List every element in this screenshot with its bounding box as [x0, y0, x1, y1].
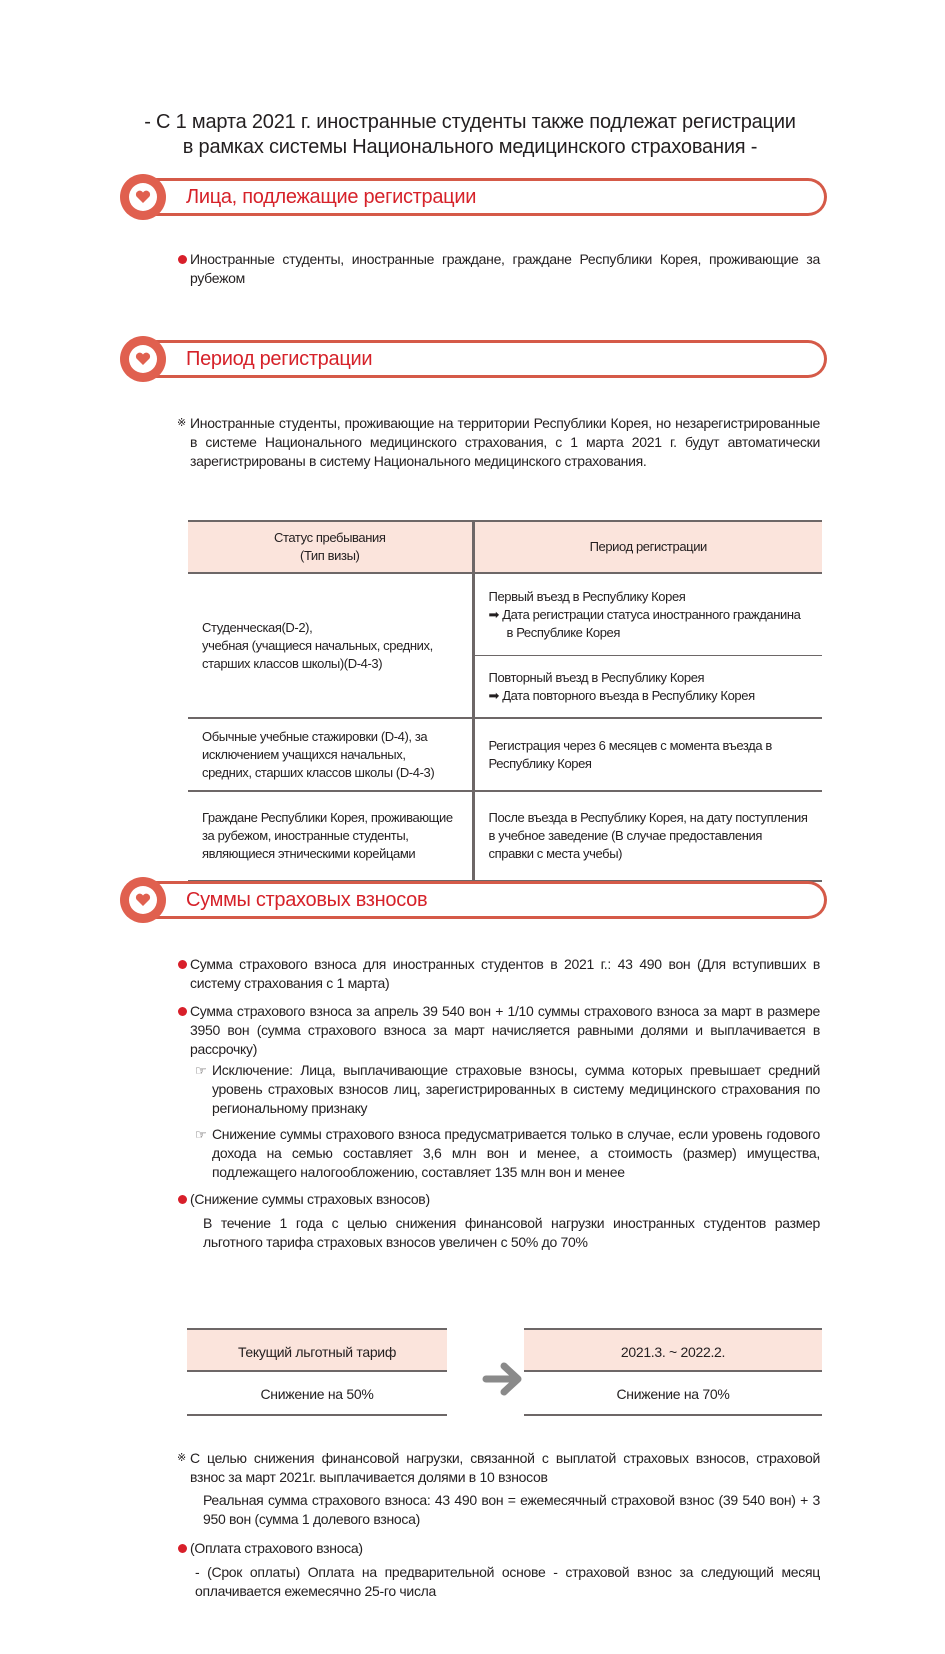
eligible-bullet: Иностранные студенты, иностранные граждане, граждане Республики Корея, проживающие за рубежом: [190, 250, 820, 288]
premium-bullet-3: (Снижение суммы страховых взносов): [190, 1190, 820, 1209]
section-banner-period: [120, 336, 827, 382]
premium-installment-detail: Реальная сумма страхового взноса: 43 490 вон = ежемесячный страховой взнос (39 540 вон) + 3 950 вон (сумма 1 долевого взноса): [203, 1492, 820, 1527]
premium-bullet-2: Сумма страхового взноса за апрель 39 540 вон + 1/10 суммы страхового взноса за март в размере 3950 вон (сумма страхового взноса за март начисляется равными долями и выплачивается в рассрочку): [190, 1002, 820, 1059]
section-title: Лица, подлежащие регистрации: [186, 186, 477, 208]
premium-reduction-condition: ☞ Снижение суммы страхового взноса предусматривается только в случае, если уровень годового дохода на семью составляет 3,6 млн вон и менее, а стоимость (размер) имущества, подлежащего налогообложению, составляет 135 млн вон и менее: [195, 1126, 820, 1180]
heart-speech-bubble-icon: [120, 877, 166, 923]
reference-mark-icon: ※: [177, 1452, 186, 1464]
page-subtitle: [120, 110, 820, 160]
period-note: ※ Иностранные студенты, проживающие на территории Республики Корея, но незарегистрированные в системе Национального медицинского страхования, с 1 марта 2021 г. будут автоматически зарегистрированы в систему Национального медицинского страхования.: [177, 415, 820, 469]
rate-new-box: [524, 1328, 822, 1416]
status-cell: Граждане Республики Корея, проживающие за рубежом, иностранные студенты, являющиеся этническими корейцами: [188, 791, 473, 881]
status-cell: Студенческая(D-2), учебная (учащиеся начальных, средних, старших классов школы)(D-4-3): [188, 573, 473, 718]
pointing-hand-icon: ☞: [195, 1127, 207, 1142]
premium-exception: ☞ Исключение: Лица, выплачивающие страховые взносы, сумма которых превышает средний уровень страховых взносов лиц, зарегистрированных в систему медицинского страхования по региональному признаку: [195, 1062, 820, 1116]
reference-mark-icon: ※: [177, 417, 186, 429]
red-bullet-icon: [178, 255, 187, 264]
section-title: Период регистрации: [186, 348, 373, 370]
red-bullet-icon: [178, 1007, 187, 1016]
period-cell-reentry: Повторный въезд в Республику Корея ➡ Дата повторного въезда в Республику Корея: [473, 656, 822, 718]
premium-bullet-1: Сумма страхового взноса для иностранных студентов в 2021 г.: 43 490 вон (Для вступивших в систему страхования с 1 марта): [190, 955, 820, 993]
pointing-hand-icon: ☞: [195, 1063, 207, 1078]
registration-period-table: [188, 520, 822, 882]
premium-payment-terms: - (Срок оплаты) Оплата на предварительной основе - страховой взнос за следующий месяц оплачивается ежемесячно 25-го числа: [195, 1564, 820, 1599]
table-row: [188, 791, 822, 881]
heart-speech-bubble-icon: [120, 174, 166, 220]
premium-reduction-text: В течение 1 года с целью снижения финансовой нагрузки иностранных студентов размер льготного тарифа страховых взносов увеличен с 50% до 70%: [203, 1215, 820, 1250]
premium-installment-note: ※ С целью снижения финансовой нагрузки, связанной с выплатой страховых взносов, страховой взнос за март 2021г. выплачивается долями в 10 взносов: [177, 1450, 820, 1485]
rate-new-value: Снижение на 70%: [524, 1372, 822, 1416]
gray-right-arrow-icon: [482, 1361, 526, 1397]
subtitle-line-1: - С 1 марта 2021 г. иностранные студенты также подлежат регистрации: [144, 111, 796, 133]
section-banner-eligible: [120, 174, 827, 220]
status-cell: Обычные учебные стажировки (D-4), за исключением учащихся начальных, средних, старших классов школы (D-4-3): [188, 718, 473, 791]
red-bullet-icon: [178, 960, 187, 969]
rate-current-head: Текущий льготный тариф: [187, 1328, 447, 1372]
section-title: Суммы страховых взносов: [186, 889, 428, 911]
rate-current-value: Снижение на 50%: [187, 1372, 447, 1416]
right-arrow-icon: ➡: [488, 687, 503, 703]
red-bullet-icon: [178, 1544, 187, 1553]
table-row: [188, 573, 822, 656]
rate-current-box: [187, 1328, 447, 1416]
period-cell: После въезда в Республику Корея, на дату поступления в учебное заведение (В случае предоставления справки с места учебы): [473, 791, 822, 881]
header-period: Период регистрации: [473, 521, 822, 573]
rate-new-head: 2021.3. ~ 2022.2.: [524, 1328, 822, 1372]
premium-bullet-4: (Оплата страхового взноса): [190, 1539, 820, 1558]
period-cell-first-entry: Первый въезд в Республику Корея ➡ Дата регистрации статуса иностранного гражданина в Республике Корея: [473, 573, 822, 656]
red-bullet-icon: [178, 1195, 187, 1204]
subtitle-line-2: в рамках системы Национального медицинского страхования -: [182, 136, 758, 158]
header-status: Статус пребывания (Тип визы): [188, 521, 473, 573]
table-row: [188, 718, 822, 791]
section-banner-premiums: [120, 877, 827, 923]
right-arrow-icon: ➡: [488, 606, 503, 622]
heart-speech-bubble-icon: [120, 336, 166, 382]
period-cell: Регистрация через 6 месяцев с момента въезда в Республику Корея: [473, 718, 822, 791]
